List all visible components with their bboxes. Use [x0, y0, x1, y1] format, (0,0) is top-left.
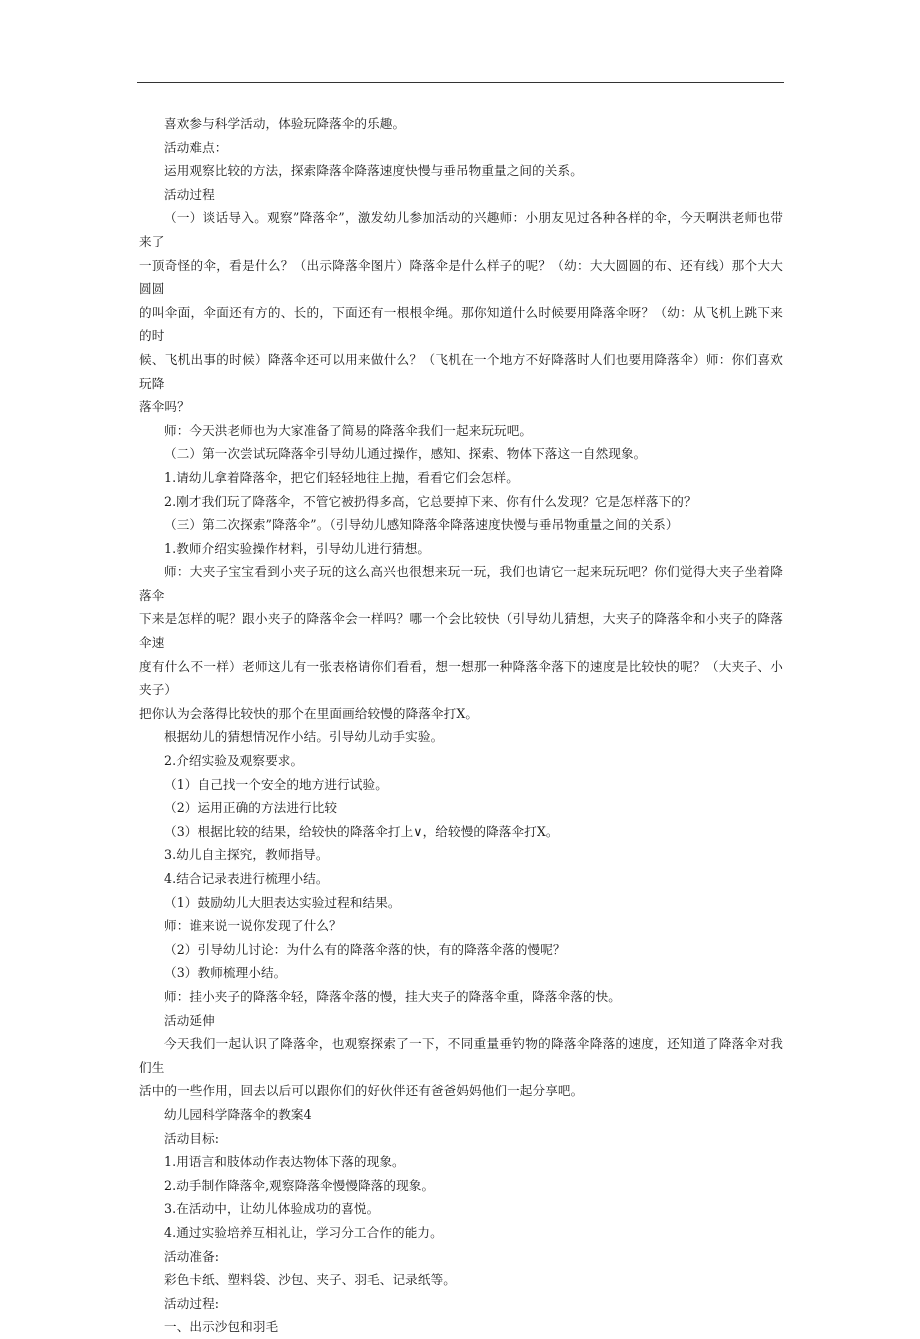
list-item: 1.用语言和肢体动作表达物体下落的现象。 [164, 1154, 405, 1170]
heading-preparation: 活动准备: [164, 1248, 220, 1264]
list-item: （2）运用正确的方法进行比较 [164, 800, 338, 816]
paragraph: （二）第一次尝试玩降落伞引导幼儿通过操作，感知、探索、物体下落这一自然现象。 [164, 446, 647, 462]
list-item: （3）根据比较的结果，给较快的降落伞打上∨，给较慢的降落伞打X。 [164, 823, 559, 839]
paragraph-line: 活中的一些作用，回去以后可以跟你们的好伙伴还有爸爸妈妈他们一起分享吧。 [139, 1083, 584, 1099]
header-rule [137, 82, 784, 83]
list-item: 4.通过实验培养互相礼让，学习分工合作的能力。 [164, 1224, 443, 1240]
paragraph: 师：挂小夹子的降落伞轻，降落伞落的慢，挂大夹子的降落伞重，降落伞落的快。 [164, 988, 621, 1004]
heading-process: 活动过程: [164, 1295, 220, 1311]
paragraph: 根据幼儿的猜想情况作小结。引导幼儿动手实验。 [164, 729, 444, 745]
heading-extension: 活动延伸 [164, 1012, 215, 1028]
paragraph-line: 落伞吗？ [139, 399, 190, 415]
list-item: （2）引导幼儿讨论：为什么有的降落伞落的快，有的降落伞落的慢呢？ [164, 941, 566, 957]
heading-difficulty: 活动难点： [164, 139, 228, 155]
paragraph-line: 今天我们一起认识了降落伞，也观察探索了一下，不同重量垂钓物的降落伞降落的速度，还知道了降落伞对我们生 [139, 1036, 783, 1075]
list-item: （1）鼓励幼儿大胆表达实验过程和结果。 [164, 894, 401, 910]
paragraph: 喜欢参与科学活动，体验玩降落伞的乐趣。 [164, 116, 406, 131]
list-item: （1）自己找一个安全的地方进行试验。 [164, 776, 388, 792]
list-item: 4.结合记录表进行梳理小结。 [164, 871, 329, 886]
list-item: 一、出示沙包和羽毛 [164, 1319, 279, 1335]
paragraph-line: 一顶奇怪的伞，看是什么？（出示降落伞图片）降落伞是什么样子的呢？（幼：大大圆圆的布、还有线）那个大大圆圆 [139, 257, 783, 297]
list-item: （3）教师梳理小结。 [164, 965, 287, 981]
list-item: 1.教师介绍实验操作材料，引导幼儿进行猜想。 [164, 540, 431, 556]
list-item: 2.介绍实验及观察要求。 [164, 753, 304, 769]
paragraph-line: 师：大夹子宝宝看到小夹子玩的这么高兴也很想来玩一玩，我们也请它一起来玩玩吧？你们觉得大夹子坐着降落伞 [139, 564, 783, 603]
list-item: 3.幼儿自主探究，教师指导。 [164, 847, 329, 863]
document-body [139, 112, 783, 1339]
heading-process: 活动过程 [164, 186, 215, 202]
paragraph-line: 把你认为会落得比较快的那个在里面画给较慢的降落伞打X。 [139, 705, 479, 721]
paragraph-line: （一）谈话导入。观察”降落伞”，激发幼儿参加活动的兴趣师：小朋友见过各种各样的伞，今天啊洪老师也带来了 [139, 210, 783, 249]
paragraph: 运用观察比较的方法，探索降落伞降落速度快慢与垂吊物重量之间的关系。 [164, 163, 583, 179]
paragraph-line: 候、飞机出事的时候）降落伞还可以用来做什么？（飞机在一个地方不好降落时人们也要用降落伞）师：你们喜欢玩降 [139, 351, 783, 391]
heading-goals: 活动目标: [164, 1130, 220, 1146]
list-item: 1.请幼儿拿着降落伞，把它们轻轻地往上抛，看看它们会怎样。 [164, 469, 519, 485]
paragraph-line: 的叫伞面，伞面还有方的、长的，下面还有一根根伞绳。那你知道什么时候要用降落伞呀？（幼：从飞机上跳下来的时 [139, 304, 783, 344]
list-item: 2.动手制作降落伞,观察降落伞慢慢降落的现象。 [164, 1177, 435, 1193]
paragraph: 师：今天洪老师也为大家准备了简易的降落伞我们一起来玩玩吧。 [164, 422, 533, 438]
section-title: 幼儿园科学降落伞的教案4 [164, 1106, 312, 1122]
paragraph-line: 下来是怎样的呢？跟小夹子的降落伞会一样吗？哪一个会比较快（引导幼儿猜想，大夹子的降落伞和小夹子的降落伞速 [139, 611, 783, 651]
paragraph-line: 度有什么不一样）老师这儿有一张表格请你们看看，想一想那一种降落伞落下的速度是比较快的呢？（大夹子、小夹子） [139, 658, 783, 698]
list-item: 2.刚才我们玩了降落伞，不管它被扔得多高，它总要掉下来、你有什么发现？它是怎样落下的？ [164, 493, 697, 509]
paragraph: 师：谁来说一说你发现了什么？ [164, 918, 342, 934]
paragraph: （三）第二次探索”降落伞”。（引导幼儿感知降落伞降落速度快慢与垂吊物重量之间的关系） [164, 517, 679, 533]
paragraph: 彩色卡纸、塑料袋、沙包、夹子、羽毛、记录纸等。 [164, 1272, 456, 1288]
list-item: 3.在活动中，让幼儿体验成功的喜悦。 [164, 1201, 380, 1217]
